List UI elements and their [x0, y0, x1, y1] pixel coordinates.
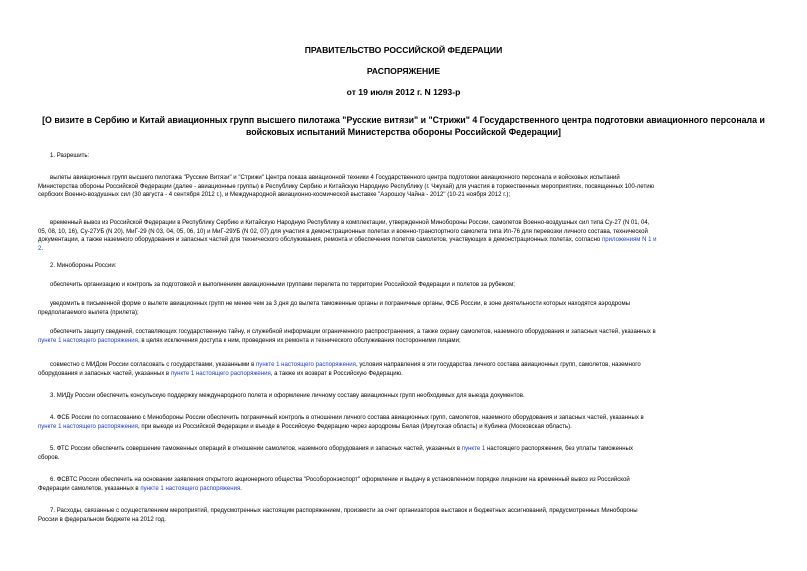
paragraph-4-fsb — [38, 414, 768, 431]
paragraph-2-defense-ministry: 2. Минобороны России: — [50, 263, 117, 269]
issuer-heading: ПРАВИТЕЛЬСТВО РОССИЙСКОЙ ФЕДЕРАЦИИ — [304, 45, 503, 55]
paragraph-agree-line-1-tail: , условия направления в эти государства личного состава авиационных групп, самолетов, наземного — [355, 362, 641, 368]
paragraph-fsvts-line-1: 6. ФСВТС России обеспечить на основании заявления открытого акционерного общества "Рособоронэкспорт" оформление и выдачу в установленном порядке лицензии на временный вывоз из Российской — [50, 477, 630, 483]
paragraph-protect-line-2 — [38, 337, 768, 346]
paragraph-protect-information — [38, 328, 768, 345]
paragraph-fsb-line-1: 4. ФСБ России по согласованию с Минобороны России обеспечить пограничный контроль в отношении личного состава авиационных групп, самолетов, наземного оборудования и запасных частей, указанных в — [50, 415, 644, 421]
paragraph-7-expenses — [38, 507, 768, 524]
paragraph-customs-line-1-text: 5. ФТС России обеспечить совершение таможенных операций в отношении самолетов, наземного оборудования и запасных частей, указанных в — [50, 446, 462, 452]
paragraph-temporary-export — [38, 219, 768, 254]
paragraph-flights-line-2: Министерства обороны Российской Федерации (далее - авиационные группы) в Республику Сербию и Китайскую Народную Республику (г. Чжухай) для участия в торжественных мероприятиях, посвященных 100-летию — [38, 183, 655, 190]
paragraph-expenses-line-2: России в федеральном бюджете на 2012 год. — [38, 516, 166, 523]
paragraph-agree-with-mfa — [38, 361, 768, 378]
paragraph-agree-line-2 — [38, 370, 768, 379]
paragraph-notify-authorities — [38, 300, 768, 317]
document-title — [30, 115, 777, 138]
appendix-link[interactable]: приложениям N 1 и — [601, 237, 657, 244]
paragraph-export-line-2: 05, 08, 10, 16), Су-27УБ (N 20), МиГ-29 (N 03, 04, 05, 06, 10) и МиГ-29УБ (N 02, 07) для участия в демонстрационных полетах и военно-транспортного самолета типа Ил-76 для перевозки личного состава, технической — [38, 228, 648, 235]
paragraph-agree-line-1 — [38, 361, 768, 370]
document-title-line-2: войсковых испытаний Министерства обороны Российской Федерации] — [246, 126, 561, 137]
paragraph-protect-line-2-text: , в целях исключения доступа к ним, проведения их ремонта и технического обслуживания посторонними лицами; — [137, 337, 461, 344]
paragraph-customs-line-1 — [38, 445, 768, 454]
paragraph-3-foreign-ministry: 3. МИДу России обеспечить консульскую поддержку международного полета и оформление личному составу авиационных групп необходимых для выезда документов. — [50, 393, 525, 399]
paragraph-customs-line-2: сборов. — [38, 454, 60, 461]
paragraph-flights-line-1: вылеты авиационных групп высшего пилотажа "Русские Витязи" и "Стрижи" Центра показа авиационной техники 4 Государственного центра подготовки авиационного персонала и войсковых испытаний — [50, 175, 620, 181]
paragraph-fsvts-line-2 — [38, 485, 768, 494]
paragraph-flights-line-3: сербских Военно-воздушных сил (30 августа - 4 сентября 2012 г.), и Международной авиационно-космической выставке "Аэрошоу Чайна - 2012" (10-21 ноября 2012 г.); — [38, 192, 511, 199]
paragraph-fsb-line-2-text: , при выезде из Российской Федерации и въезде в Российскую Федерацию через аэродромы Белая (Иркутская область) и Кубинка (Московская область). — [137, 423, 572, 430]
paragraph-customs-line-1-tail: настоящего распоряжения, без уплаты таможенных — [485, 446, 634, 452]
paragraph-export-line-3-text: документации, а также наземного оборудования и запасных частей для технического обслуживания, ремонта и обеспечения полетов самолетов, участвующих в демонстрационных полетах, согласно — [38, 237, 602, 244]
paragraph-agree-line-2-tail: , а также их возврат в Российскую Федерацию. — [270, 370, 403, 377]
document-date-number: от 19 июля 2012 г. N 1293-р — [346, 87, 461, 97]
paragraph-agree-line-1-text: совместно с МИДом России согласовать с государствами, указанными в — [50, 362, 257, 368]
document-type-heading: РАСПОРЯЖЕНИЕ — [366, 66, 441, 76]
point-1-link[interactable]: пункте 1 настоящего распоряжения — [38, 423, 138, 430]
paragraph-export-line-1: временный вывоз из Российской Федерации в Республику Сербию и Китайскую Народную Республику в комплектации, утвержденной Минобороны России, самолетов Военно-воздушных сил типа Су-27 (N 01, 04, — [50, 220, 650, 226]
paragraph-fsb-line-2 — [38, 423, 768, 432]
paragraph-fsvts-line-2-tail: . — [240, 485, 242, 492]
point-1-link[interactable]: пункте 1 настоящего распоряжения — [256, 362, 356, 368]
appendix-2-link[interactable]: 2 — [38, 246, 42, 253]
point-1-link[interactable]: пункте 1 настоящего распоряжения — [140, 485, 241, 492]
paragraph-fsvts-line-2-text: Федерации самолетов, указанных в — [38, 485, 141, 492]
point-1-link[interactable]: пункте 1 настоящего распоряжения — [170, 370, 271, 377]
paragraph-export-line-4-text: . — [41, 246, 44, 253]
paragraph-ensure-organization: обеспечить организацию и контроль за подготовкой и выполнением авиационными группами перелета по территории Российской Федерации и полетов за рубежом; — [50, 282, 515, 288]
paragraph-notify-line-2: предполагаемого вылета (прилета); — [38, 309, 139, 316]
document-title-line-1: [О визите в Сербию и Китай авиационных групп высшего пилотажа "Русские витязи" и "Стрижи" 4 Государственного центра подготовки авиационного персонала и — [42, 115, 765, 125]
point-1-link[interactable]: пункте 1 — [461, 446, 486, 452]
paragraph-export-line-4 — [38, 245, 768, 254]
paragraph-1-permit: 1. Разрешить: — [50, 153, 90, 159]
paragraph-flights — [38, 174, 768, 200]
paragraph-expenses-line-1: 7. Расходы, связанные с осуществлением мероприятий, предусмотренных настоящим распоряжением, произвести за счет организаторов выставок и бюджетных ассигнований, предусмотренных Минобороны — [50, 508, 638, 514]
paragraph-export-line-3 — [38, 236, 768, 245]
paragraph-agree-line-2-text: оборудования и запасных частей, указанных в — [38, 370, 171, 377]
paragraph-notify-line-1: уведомить в письменной форме о вылете авиационных групп не менее чем за 3 дня до вылета таможенные органы и пограничные органы, ФСБ России, в зоне деятельности которых находятся аэродромы — [50, 301, 630, 307]
paragraph-protect-line-1: обеспечить защиту сведений, составляющих государственную тайну, и служебной информации ограниченного распространения, а также охрану самолетов, наземного оборудования и запасных частей, указанных в — [50, 329, 656, 335]
paragraph-6-fsvts — [38, 476, 768, 493]
paragraph-5-customs — [38, 445, 768, 462]
point-1-link[interactable]: пункте 1 настоящего распоряжения — [38, 337, 138, 344]
